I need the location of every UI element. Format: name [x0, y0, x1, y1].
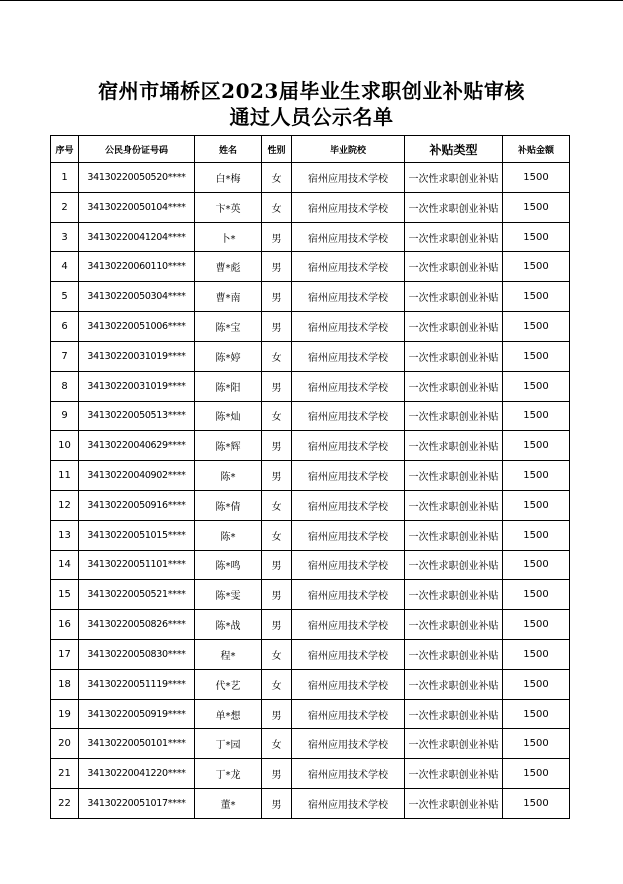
table-row	[51, 580, 570, 610]
cell-name: 陈*鸣	[195, 550, 262, 580]
cell-subsidy-type: 一次性求职创业补贴	[405, 431, 503, 461]
table-row	[51, 699, 570, 729]
cell-name: 白*梅	[195, 163, 262, 193]
cell-subsidy-type: 一次性求职创业补贴	[405, 610, 503, 640]
cell-id-number: 34130220050520****	[79, 163, 195, 193]
document-subtitle: 通过人员公示名单	[229, 105, 394, 129]
cell-subsidy-amount: 1500	[503, 640, 570, 670]
cell-gender: 女	[262, 192, 292, 222]
cell-school: 宿州应用技术学校	[292, 669, 405, 699]
cell-gender: 男	[262, 610, 292, 640]
cell-subsidy-type: 一次性求职创业补贴	[405, 371, 503, 401]
cell-school: 宿州应用技术学校	[292, 431, 405, 461]
table-row	[51, 610, 570, 640]
cell-gender: 女	[262, 341, 292, 371]
cell-subsidy-amount: 1500	[503, 789, 570, 819]
cell-id-number: 34130220031019****	[79, 341, 195, 371]
cell-school: 宿州应用技术学校	[292, 192, 405, 222]
cell-subsidy-type: 一次性求职创业补贴	[405, 669, 503, 699]
cell-school: 宿州应用技术学校	[292, 699, 405, 729]
cell-subsidy-amount: 1500	[503, 371, 570, 401]
cell-school: 宿州应用技术学校	[292, 580, 405, 610]
cell-name: 陈*灿	[195, 401, 262, 431]
cell-school: 宿州应用技术学校	[292, 222, 405, 252]
cell-index: 17	[51, 640, 79, 670]
cell-id-number: 34130220050826****	[79, 610, 195, 640]
cell-name: 代*艺	[195, 669, 262, 699]
cell-index: 20	[51, 729, 79, 759]
cell-subsidy-type: 一次性求职创业补贴	[405, 282, 503, 312]
cell-subsidy-amount: 1500	[503, 163, 570, 193]
cell-gender: 男	[262, 312, 292, 342]
cell-school: 宿州应用技术学校	[292, 759, 405, 789]
cell-school: 宿州应用技术学校	[292, 341, 405, 371]
document-title: 宿州市埇桥区2023届毕业生求职创业补贴审核	[98, 79, 525, 103]
cell-subsidy-type: 一次性求职创业补贴	[405, 490, 503, 520]
cell-gender: 男	[262, 550, 292, 580]
cell-name: 董*	[195, 789, 262, 819]
cell-subsidy-amount: 1500	[503, 312, 570, 342]
cell-index: 2	[51, 192, 79, 222]
cell-gender: 男	[262, 252, 292, 282]
table-row	[51, 431, 570, 461]
header-gender: 性别	[262, 136, 292, 163]
cell-id-number: 34130220050513****	[79, 401, 195, 431]
cell-gender: 男	[262, 282, 292, 312]
cell-gender: 女	[262, 520, 292, 550]
cell-gender: 男	[262, 371, 292, 401]
cell-name: 陈*	[195, 520, 262, 550]
cell-index: 6	[51, 312, 79, 342]
cell-id-number: 34130220051017****	[79, 789, 195, 819]
cell-subsidy-type: 一次性求职创业补贴	[405, 252, 503, 282]
cell-school: 宿州应用技术学校	[292, 520, 405, 550]
cell-id-number: 34130220040629****	[79, 431, 195, 461]
cell-gender: 男	[262, 580, 292, 610]
header-school: 毕业院校	[292, 136, 405, 163]
cell-subsidy-amount: 1500	[503, 699, 570, 729]
cell-index: 11	[51, 461, 79, 491]
cell-gender: 女	[262, 669, 292, 699]
cell-name: 陈*宝	[195, 312, 262, 342]
cell-id-number: 34130220050104****	[79, 192, 195, 222]
cell-subsidy-amount: 1500	[503, 759, 570, 789]
cell-subsidy-type: 一次性求职创业补贴	[405, 789, 503, 819]
cell-subsidy-type: 一次性求职创业补贴	[405, 520, 503, 550]
cell-id-number: 34130220050919****	[79, 699, 195, 729]
table-row	[51, 312, 570, 342]
cell-subsidy-amount: 1500	[503, 580, 570, 610]
cell-school: 宿州应用技术学校	[292, 252, 405, 282]
cell-index: 10	[51, 431, 79, 461]
cell-subsidy-amount: 1500	[503, 282, 570, 312]
table-row	[51, 490, 570, 520]
cell-index: 14	[51, 550, 79, 580]
cell-subsidy-amount: 1500	[503, 222, 570, 252]
cell-subsidy-amount: 1500	[503, 550, 570, 580]
cell-subsidy-amount: 1500	[503, 490, 570, 520]
cell-index: 22	[51, 789, 79, 819]
cell-name: 丁*园	[195, 729, 262, 759]
table-header-row	[51, 136, 570, 163]
cell-subsidy-amount: 1500	[503, 431, 570, 461]
recipients-table	[50, 135, 570, 819]
cell-index: 18	[51, 669, 79, 699]
cell-gender: 男	[262, 759, 292, 789]
cell-subsidy-type: 一次性求职创业补贴	[405, 192, 503, 222]
cell-id-number: 34130220040902****	[79, 461, 195, 491]
cell-subsidy-type: 一次性求职创业补贴	[405, 461, 503, 491]
cell-school: 宿州应用技术学校	[292, 490, 405, 520]
cell-name: 丁*龙	[195, 759, 262, 789]
cell-gender: 女	[262, 163, 292, 193]
cell-name: 陈*战	[195, 610, 262, 640]
cell-school: 宿州应用技术学校	[292, 371, 405, 401]
cell-subsidy-amount: 1500	[503, 461, 570, 491]
cell-index: 8	[51, 371, 79, 401]
cell-index: 21	[51, 759, 79, 789]
table-row	[51, 461, 570, 491]
table-row	[51, 729, 570, 759]
table-row	[51, 282, 570, 312]
table-row	[51, 192, 570, 222]
cell-index: 12	[51, 490, 79, 520]
cell-subsidy-type: 一次性求职创业补贴	[405, 640, 503, 670]
cell-subsidy-amount: 1500	[503, 341, 570, 371]
cell-id-number: 34130220050521****	[79, 580, 195, 610]
cell-subsidy-type: 一次性求职创业补贴	[405, 312, 503, 342]
table-row	[51, 759, 570, 789]
cell-subsidy-amount: 1500	[503, 669, 570, 699]
cell-subsidy-type: 一次性求职创业补贴	[405, 699, 503, 729]
header-subsidy-amount: 补贴金额	[503, 136, 570, 163]
cell-subsidy-amount: 1500	[503, 401, 570, 431]
cell-name: 陈*	[195, 461, 262, 491]
cell-id-number: 34130220050304****	[79, 282, 195, 312]
top-border-line	[0, 0, 623, 1]
cell-subsidy-type: 一次性求职创业补贴	[405, 580, 503, 610]
cell-gender: 女	[262, 401, 292, 431]
cell-gender: 女	[262, 490, 292, 520]
cell-gender: 男	[262, 222, 292, 252]
cell-school: 宿州应用技术学校	[292, 282, 405, 312]
cell-gender: 女	[262, 640, 292, 670]
cell-index: 16	[51, 610, 79, 640]
cell-id-number: 34130220051015****	[79, 520, 195, 550]
cell-id-number: 34130220050830****	[79, 640, 195, 670]
cell-name: 单*想	[195, 699, 262, 729]
table-row	[51, 401, 570, 431]
table-row	[51, 640, 570, 670]
cell-name: 卜*	[195, 222, 262, 252]
cell-name: 程*	[195, 640, 262, 670]
cell-index: 9	[51, 401, 79, 431]
cell-subsidy-type: 一次性求职创业补贴	[405, 163, 503, 193]
cell-index: 4	[51, 252, 79, 282]
cell-subsidy-amount: 1500	[503, 252, 570, 282]
cell-id-number: 34130220031019****	[79, 371, 195, 401]
cell-index: 7	[51, 341, 79, 371]
cell-name: 曹*彪	[195, 252, 262, 282]
cell-id-number: 34130220041204****	[79, 222, 195, 252]
cell-name: 曹*南	[195, 282, 262, 312]
cell-name: 陈*倩	[195, 490, 262, 520]
cell-name: 陈*婷	[195, 341, 262, 371]
cell-subsidy-type: 一次性求职创业补贴	[405, 222, 503, 252]
cell-school: 宿州应用技术学校	[292, 550, 405, 580]
header-subsidy-type: 补贴类型	[405, 136, 503, 163]
cell-id-number: 34130220041220****	[79, 759, 195, 789]
table-row	[51, 341, 570, 371]
cell-index: 1	[51, 163, 79, 193]
table-row	[51, 252, 570, 282]
cell-subsidy-amount: 1500	[503, 520, 570, 550]
table-row	[51, 371, 570, 401]
cell-school: 宿州应用技术学校	[292, 401, 405, 431]
cell-gender: 男	[262, 789, 292, 819]
cell-index: 19	[51, 699, 79, 729]
cell-id-number: 34130220050916****	[79, 490, 195, 520]
cell-name: 陈*阳	[195, 371, 262, 401]
cell-index: 5	[51, 282, 79, 312]
cell-school: 宿州应用技术学校	[292, 729, 405, 759]
cell-id-number: 34130220050101****	[79, 729, 195, 759]
cell-school: 宿州应用技术学校	[292, 640, 405, 670]
cell-id-number: 34130220060110****	[79, 252, 195, 282]
cell-subsidy-type: 一次性求职创业补贴	[405, 759, 503, 789]
cell-school: 宿州应用技术学校	[292, 312, 405, 342]
header-name: 姓名	[195, 136, 262, 163]
header-index: 序号	[51, 136, 79, 163]
cell-subsidy-type: 一次性求职创业补贴	[405, 401, 503, 431]
cell-gender: 男	[262, 431, 292, 461]
cell-name: 陈*雯	[195, 580, 262, 610]
cell-school: 宿州应用技术学校	[292, 163, 405, 193]
cell-index: 15	[51, 580, 79, 610]
cell-subsidy-amount: 1500	[503, 192, 570, 222]
cell-id-number: 34130220051101****	[79, 550, 195, 580]
table-row	[51, 669, 570, 699]
cell-subsidy-type: 一次性求职创业补贴	[405, 550, 503, 580]
cell-id-number: 34130220051006****	[79, 312, 195, 342]
cell-gender: 男	[262, 461, 292, 491]
cell-school: 宿州应用技术学校	[292, 610, 405, 640]
cell-school: 宿州应用技术学校	[292, 461, 405, 491]
cell-name: 陈*辉	[195, 431, 262, 461]
cell-index: 13	[51, 520, 79, 550]
cell-gender: 男	[262, 699, 292, 729]
table-row	[51, 520, 570, 550]
table-row	[51, 163, 570, 193]
cell-index: 3	[51, 222, 79, 252]
table-row	[51, 789, 570, 819]
cell-gender: 女	[262, 729, 292, 759]
cell-subsidy-amount: 1500	[503, 729, 570, 759]
table-row	[51, 550, 570, 580]
header-id-number: 公民身份证号码	[79, 136, 195, 163]
cell-subsidy-type: 一次性求职创业补贴	[405, 341, 503, 371]
cell-school: 宿州应用技术学校	[292, 789, 405, 819]
cell-id-number: 34130220051119****	[79, 669, 195, 699]
cell-subsidy-amount: 1500	[503, 610, 570, 640]
cell-name: 卞*英	[195, 192, 262, 222]
cell-subsidy-type: 一次性求职创业补贴	[405, 729, 503, 759]
table-row	[51, 222, 570, 252]
